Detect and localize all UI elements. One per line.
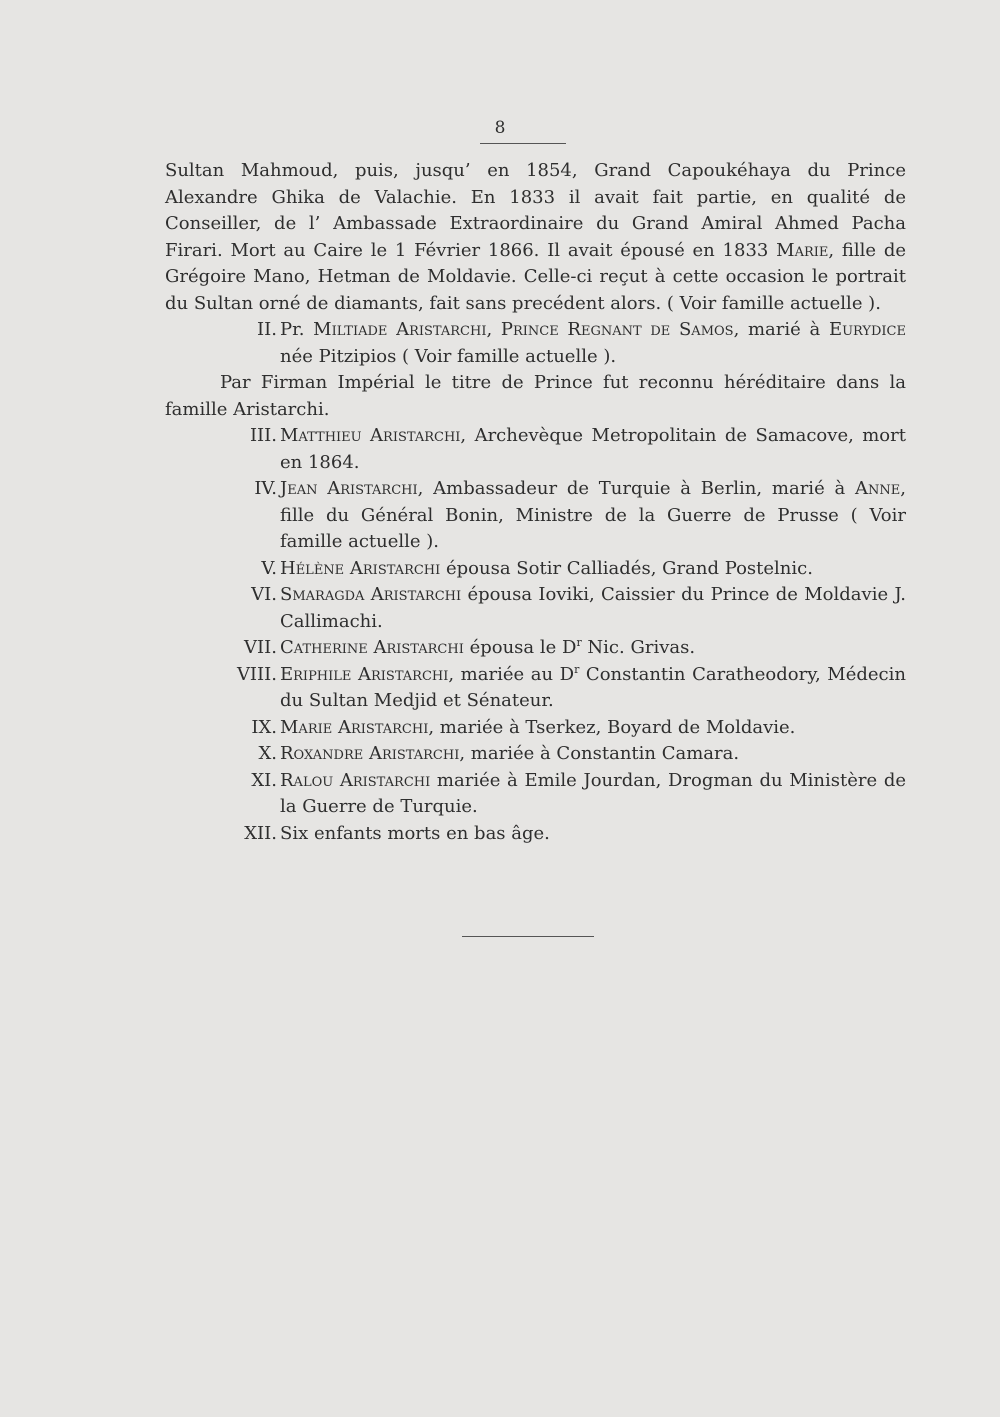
item-text: , marié à <box>733 319 829 340</box>
item-text-2: née Pitzipios ( Voir famille actuelle ). <box>280 345 617 367</box>
item-text-2: , fille du Général Bonin, Ministre de la Guerre de Prusse ( Voir famille actuelle ). <box>280 478 906 552</box>
item-numeral: XI. <box>251 769 277 791</box>
item-numeral: VII. <box>244 637 277 658</box>
list-item-6 <box>165 582 906 635</box>
item-name: Eriphile Aristarchi <box>280 663 449 685</box>
item-spouse-name: Anne <box>855 478 901 499</box>
item-text: , Ambassadeur de Turquie à Berlin, marié à <box>417 478 856 499</box>
firman-paragraph: Par Firman Impérial le titre de Prince fut reconnu héréditaire dans la famille Aristarchi. <box>165 372 906 420</box>
list-item-5 <box>165 556 906 583</box>
item-name: Hélène Aristarchi <box>280 557 441 579</box>
list-item-11 <box>165 768 906 821</box>
item-numeral: IX. <box>251 716 277 738</box>
list-item-4 <box>165 476 906 556</box>
item-numeral: III. <box>249 425 277 446</box>
item-text: , Archevèque Metropolitain de Samacove, mort en 1864. <box>280 425 906 473</box>
footer-rule <box>462 936 594 937</box>
item-numeral: V. <box>261 557 277 579</box>
item-numeral: IV. <box>254 478 277 499</box>
header-rule <box>480 143 566 144</box>
item-text: Six enfants morts en bas âge. <box>280 822 550 844</box>
intro-text-1: Sultan Mahmoud, puis, jusqu’ en 1854, Grand Capoukéhaya du Prince Alexandre Ghika de Valachie. En 1833 il avait fait partie, en qualité de Conseiller, de l’ Ambassade Extraordinaire du Grand Amiral Ahmed Pacha Firari. Mort au Caire le 1 Février 1866. Il avait épousé en 1833 <box>165 160 906 261</box>
item-text-2: Constantin Caratheodory, Médecin du Sultan Medjid et Sénateur. <box>280 663 906 711</box>
list-item-2 <box>165 317 906 370</box>
item-text-2: Nic. Grivas. <box>581 637 696 658</box>
intro-name: Marie <box>776 239 829 261</box>
intro-text-2: , fille de Grégoire Mano, Hetman de Moldavie. Celle-ci reçut à cette occasion le portrait du Sultan orné de diamants, fait sans precédent alors. ( Voir famille actuelle ). <box>165 239 907 314</box>
item-numeral: X. <box>258 743 277 764</box>
item-text: épousa le D <box>463 637 577 658</box>
item-name: Catherine Aristarchi <box>280 637 464 658</box>
item-name: Jean Aristarchi <box>280 478 418 499</box>
item-text: , mariée à Constantin Camara. <box>459 743 740 764</box>
page-number: 8 <box>494 118 506 138</box>
item-name: Marie Aristarchi <box>280 716 429 738</box>
item-superscript: r <box>574 662 580 676</box>
item-name: Roxandre Aristarchi <box>280 743 460 764</box>
list-item-9 <box>165 715 906 742</box>
item-numeral: VI. <box>251 584 277 605</box>
item-text: mariée à Emile Jourdan, Drogman du Ministère de la Guerre de Turquie. <box>280 769 906 817</box>
item-name: Ralou Aristarchi <box>280 769 431 791</box>
item-numeral: XII. <box>244 822 277 844</box>
list-item-10 <box>165 741 906 768</box>
item-text: épousa Sotir Calliadés, Grand Postelnic. <box>440 557 813 579</box>
item-name: Matthieu Aristarchi <box>280 425 461 446</box>
item-numeral: II. <box>257 319 277 340</box>
list-item-8 <box>165 662 906 715</box>
list-item-12 <box>165 821 906 848</box>
item-text: , mariée au D <box>448 663 575 685</box>
item-superscript: r <box>576 636 582 649</box>
page-body <box>165 158 906 847</box>
item-spouse-name: Eurydice <box>828 319 906 340</box>
item-name: Miltiade Aristarchi, Prince Regnant de Samos <box>313 319 734 340</box>
list-item-3 <box>165 423 906 476</box>
list-item-7 <box>165 635 906 662</box>
intro-paragraph <box>165 158 906 317</box>
item-text: épousa Ioviki, Caissier du Prince de Moldavie J. Callimachi. <box>280 584 906 632</box>
item-text: , mariée à Tserkez, Boyard de Moldavie. <box>428 716 796 738</box>
item-numeral: VIII. <box>236 663 277 685</box>
item-prefix: Pr. <box>280 319 314 340</box>
item-name: Smaragda Aristarchi <box>280 584 462 605</box>
